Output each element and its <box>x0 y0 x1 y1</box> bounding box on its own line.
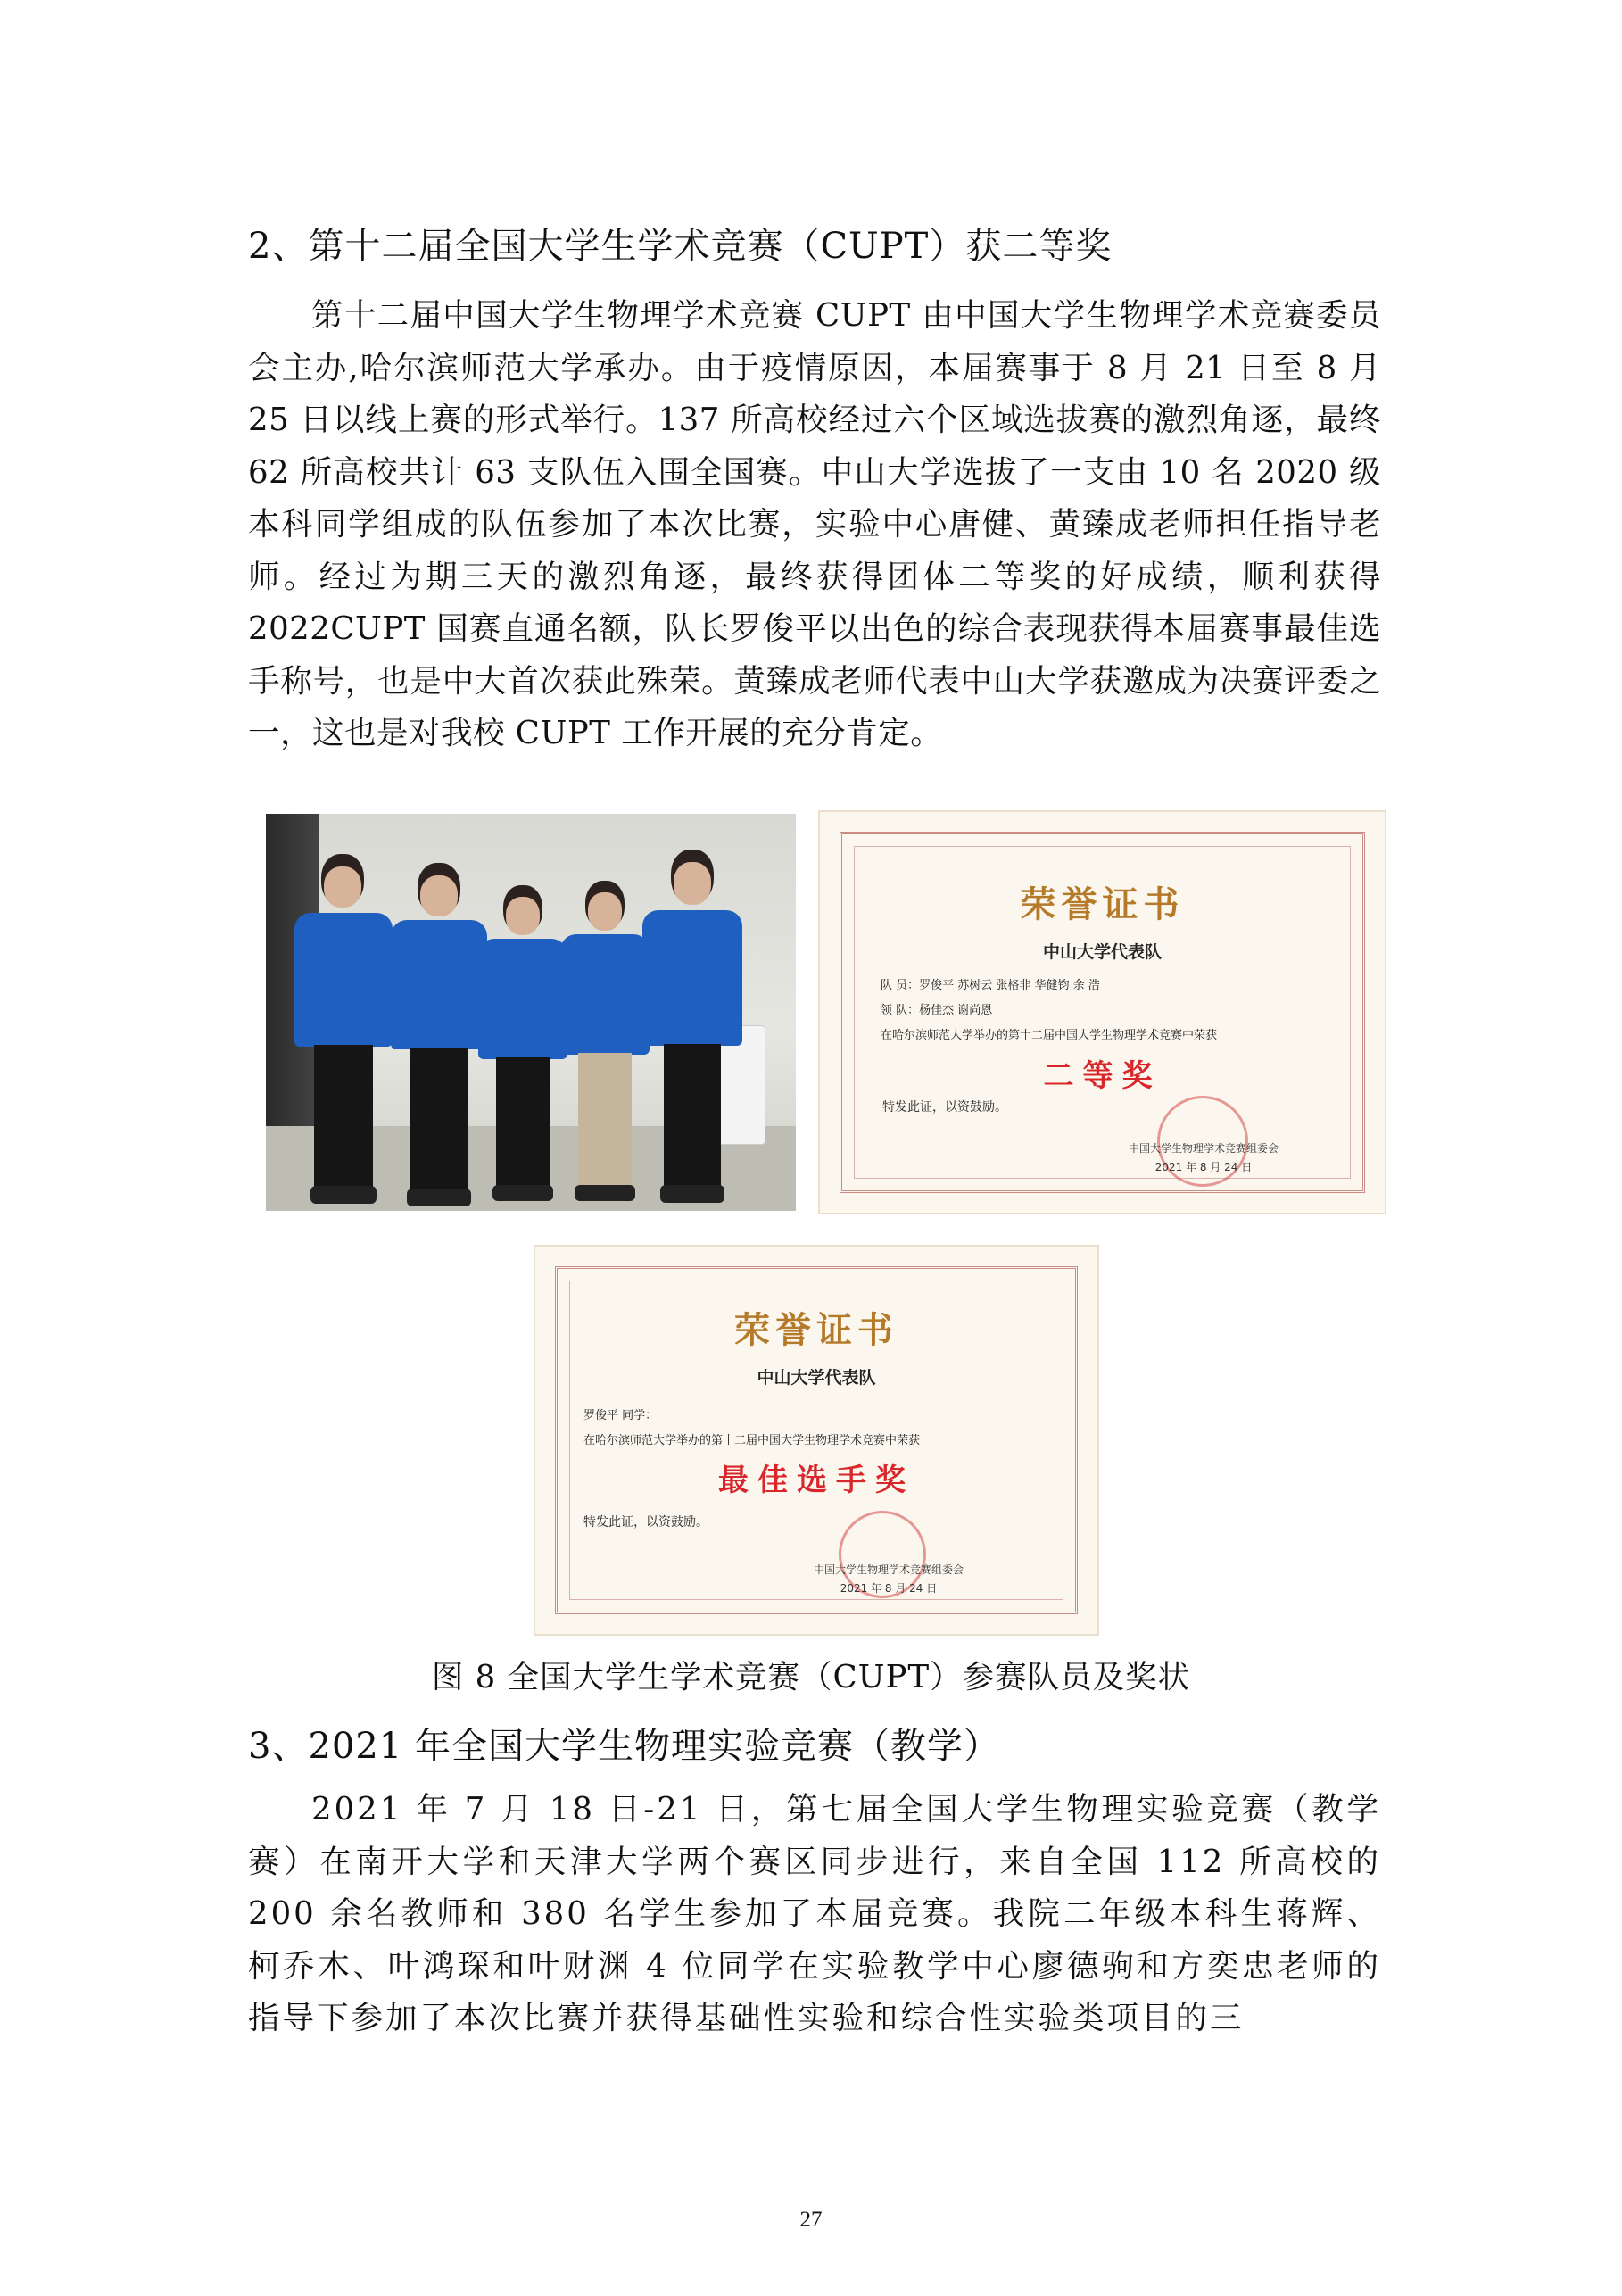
team-photo <box>266 814 796 1211</box>
certificate-members: 队 员：罗俊平 苏树云 张格非 华健钧 余 浩 <box>881 979 1100 992</box>
certificate-leaders: 领 队：杨佳杰 谢尚恩 <box>881 1004 993 1017</box>
certificate-award: 二等奖 <box>1043 1058 1162 1094</box>
photo-person-3 <box>478 885 567 1202</box>
certificate-issuer: 中国大学生物理学术竞赛组委会 <box>813 1563 964 1576</box>
certificate-event: 在哈尔滨师范大学举办的第十二届中国大学生物理学术竞赛中荣获 <box>583 1434 921 1447</box>
certificate-title: 荣誉证书 <box>734 1309 898 1351</box>
photo-person-4 <box>560 881 650 1202</box>
certificate-team-name: 中山大学代表队 <box>1042 942 1162 962</box>
certificate-award: 最佳选手奖 <box>718 1463 914 1498</box>
photo-person-1 <box>294 854 393 1206</box>
section-2-paragraph: 第十二届中国大学生物理学术竞赛 CUPT 由中国大学生物理学术竞赛委员会主办,哈尔滨师范大学承办。由于疫情原因，本届赛事于 8 月 21 日至 8 月 25 日以线上赛的形式举行。137 所高校经过六个区域选拔赛的激烈角逐，最终 62 所高校共计 63 支队伍入围全国赛。中山大学选拔了一支由 10 名 2020 级本科同学组成的队伍参加了本次比赛，实验中心唐健、黄臻成老师担任指导老师。经过为期三天的激烈角逐，最终获得团体二等奖的好成绩，顺利获得 2022CUPT 国赛直通名额，队长罗俊平以出色的综合表现获得本届赛事最佳选手称号，也是中大首次获此殊荣。黄臻成老师代表中山大学获邀成为决赛评委之一，这也是对我校 CUPT 工作开展的充分肯定。 <box>248 297 1381 751</box>
section-3-paragraph: 2021 年 7 月 18 日-21 日，第七届全国大学生物理实验竞赛（教学赛）在南开大学和天津大学两个赛区同步进行，来自全国 112 所高校的 200 余名教师和 380 名学生参加了本届竞赛。我院二年级本科生蒋辉、柯乔木、叶鸿琛和叶财渊 4 位同学在实验教学中心廖德驹和方奕忠老师的指导下参加了本次比赛并获得基础性实验和综合性实验类项目的三 <box>248 1791 1381 2036</box>
certificate-team-name: 中山大学代表队 <box>757 1368 876 1388</box>
photo-person-5 <box>642 850 742 1206</box>
best-player-certificate <box>534 1245 1099 1636</box>
team-certificate <box>818 810 1386 1214</box>
photo-person-2 <box>391 863 487 1206</box>
certificate-title: 荣誉证书 <box>1020 883 1185 925</box>
certificate-date: 2021 年 8 月 24 日 <box>1154 1161 1253 1173</box>
section-3-heading: 3、2021 年全国大学生物理实验竞赛（教学） <box>248 1726 1000 1767</box>
certificate-recipient: 罗俊平 同学： <box>583 1409 658 1422</box>
certificate-date: 2021 年 8 月 24 日 <box>840 1582 938 1595</box>
certificate-issuer: 中国大学生物理学术竞赛组委会 <box>1128 1142 1279 1155</box>
figure-caption: 图 8 全国大学生学术竞赛（CUPT）参赛队员及奖状 <box>431 1659 1191 1695</box>
page-number: 27 <box>799 2208 823 2232</box>
certificate-event: 在哈尔滨师范大学举办的第十二届中国大学生物理学术竞赛中荣获 <box>881 1029 1218 1042</box>
section-2-heading: 2、第十二届全国大学生学术竞赛（CUPT）获二等奖 <box>248 226 1113 267</box>
certificate-closing: 特发此证，以资鼓励。 <box>583 1515 708 1529</box>
certificate-closing: 特发此证，以资鼓励。 <box>882 1100 1007 1115</box>
